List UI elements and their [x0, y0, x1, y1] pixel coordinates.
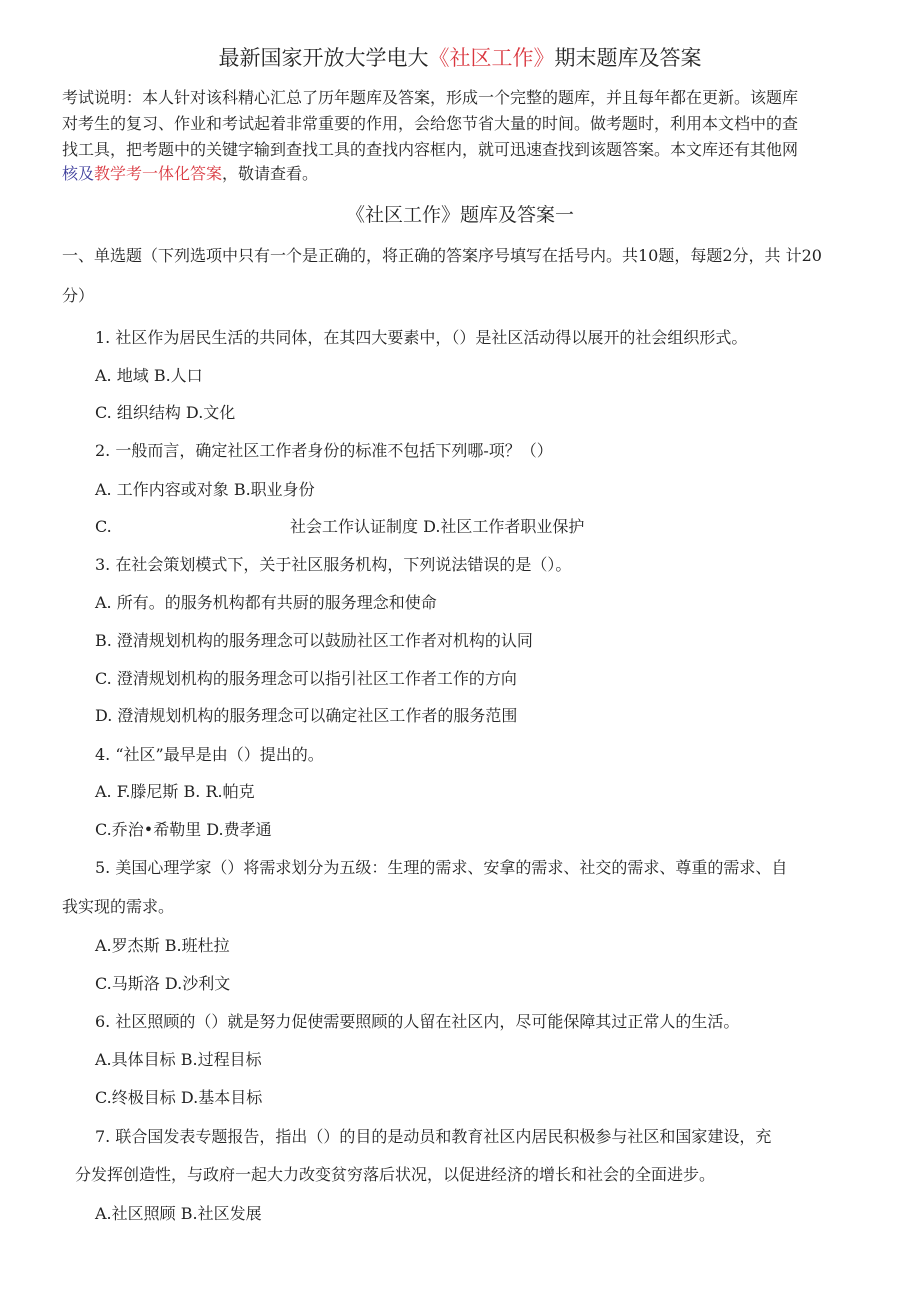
title-text: 最新国家开放大学电大 — [218, 46, 429, 70]
question-3-option-d: D. 澄清规划机构的服务理念可以确定社区工作者的服务范围 — [95, 706, 518, 725]
section-heading: 一、单选题（下列选项中只有一个是正确的，将正确的答案序号填写在括号内。共10题，每题2分，共 计20 — [62, 246, 822, 265]
question-7-cont: 分发挥创造性，与政府一起大力改变贫穷落后状况，以促进经济的增长和社会的全面进步。 — [75, 1165, 716, 1184]
intro-line — [62, 164, 318, 184]
title-text-end: 期末题库及答案 — [554, 46, 702, 70]
question-7: 7. 联合国发表专题报告，指出（）的目的是动员和教育社区内居民积极参与社区和国家建设，充 — [95, 1127, 772, 1146]
intro-tail: ，敬请查看。 — [222, 164, 319, 183]
question-4-options-cd: C.乔治•希勒里 D.费孝通 — [95, 820, 272, 839]
question-5-options-cd: C.马斯洛 D.沙利文 — [95, 974, 231, 993]
question-5-options-ab: A.罗杰斯 B.班杜拉 — [95, 936, 230, 955]
question-7-options-ab: A.社区照顾 B.社区发展 — [95, 1204, 262, 1223]
question-2: 2. 一般而言，确定社区工作者身份的标准不包括下列哪-项？（） — [95, 441, 553, 460]
question-1-options-ab: A. 地域 B.人口 — [95, 366, 203, 385]
question-4: 4. “社区”最早是由（）提出的。 — [95, 745, 324, 764]
question-3-option-a: A. 所有。的服务机构都有共厨的服务理念和使命 — [95, 593, 437, 612]
question-3-option-b: B. 澄清规划机构的服务理念可以鼓励社区工作者对机构的认同 — [95, 631, 533, 650]
question-1: 1. 社区作为居民生活的共同体，在其四大要素中，（）是社区活动得以展开的社会组织形式。 — [95, 328, 748, 347]
question-1-options-cd: C. 组织结构 D.文化 — [95, 403, 236, 422]
title-course: 《社区工作》 — [428, 46, 555, 70]
section-heading-cont: 分） — [62, 286, 95, 305]
document-title — [0, 45, 920, 71]
question-2-options-ab: A. 工作内容或对象 B.职业身份 — [95, 480, 315, 499]
question-5: 5. 美国心理学家（）将需求划分为五级：生理的需求、安拿的需求、社交的需求、尊重的需求、自 — [95, 858, 788, 877]
intro-line: 考试说明：本人针对该科精心汇总了历年题库及答案，形成一个完整的题库，并且每年都在更新。该题库 — [62, 88, 799, 107]
question-6-options-cd: C.终极目标 D.基本目标 — [95, 1088, 263, 1107]
question-3: 3. 在社会策划模式下，关于社区服务机构，下列说法错误的是（）。 — [95, 555, 572, 574]
question-5-cont: 我实现的需求。 — [62, 897, 175, 916]
section-subtitle: 《社区工作》题库及答案一 — [345, 204, 574, 226]
question-6-options-ab: A.具体目标 B.过程目标 — [95, 1050, 262, 1069]
question-2-options-cd: 社会工作认证制度 D.社区工作者职业保护 — [290, 517, 585, 536]
question-4-options-ab: A. F.滕尼斯 B. R.帕克 — [95, 782, 255, 801]
question-2-option-c-label: C. — [95, 517, 112, 536]
intro-link-red[interactable]: 教学考一体化答案 — [94, 164, 223, 183]
question-6: 6. 社区照顾的（）就是努力促使需要照顾的人留在社区内，尽可能保障其过正常人的生活。 — [95, 1012, 740, 1031]
intro-line: 对考生的复习、作业和考试起着非常重要的作用，会给您节省大量的时间。做考题时，利用本文档中的查 — [62, 114, 799, 133]
question-3-option-c: C. 澄清规划机构的服务理念可以指引社区工作者工作的方向 — [95, 669, 517, 688]
intro-link-blue[interactable]: 核及 — [62, 164, 95, 183]
intro-line: 找工具，把考题中的关键字输到查找工具的查找内容框内，就可迅速查找到该题答案。本文库还有其他网 — [62, 140, 799, 159]
